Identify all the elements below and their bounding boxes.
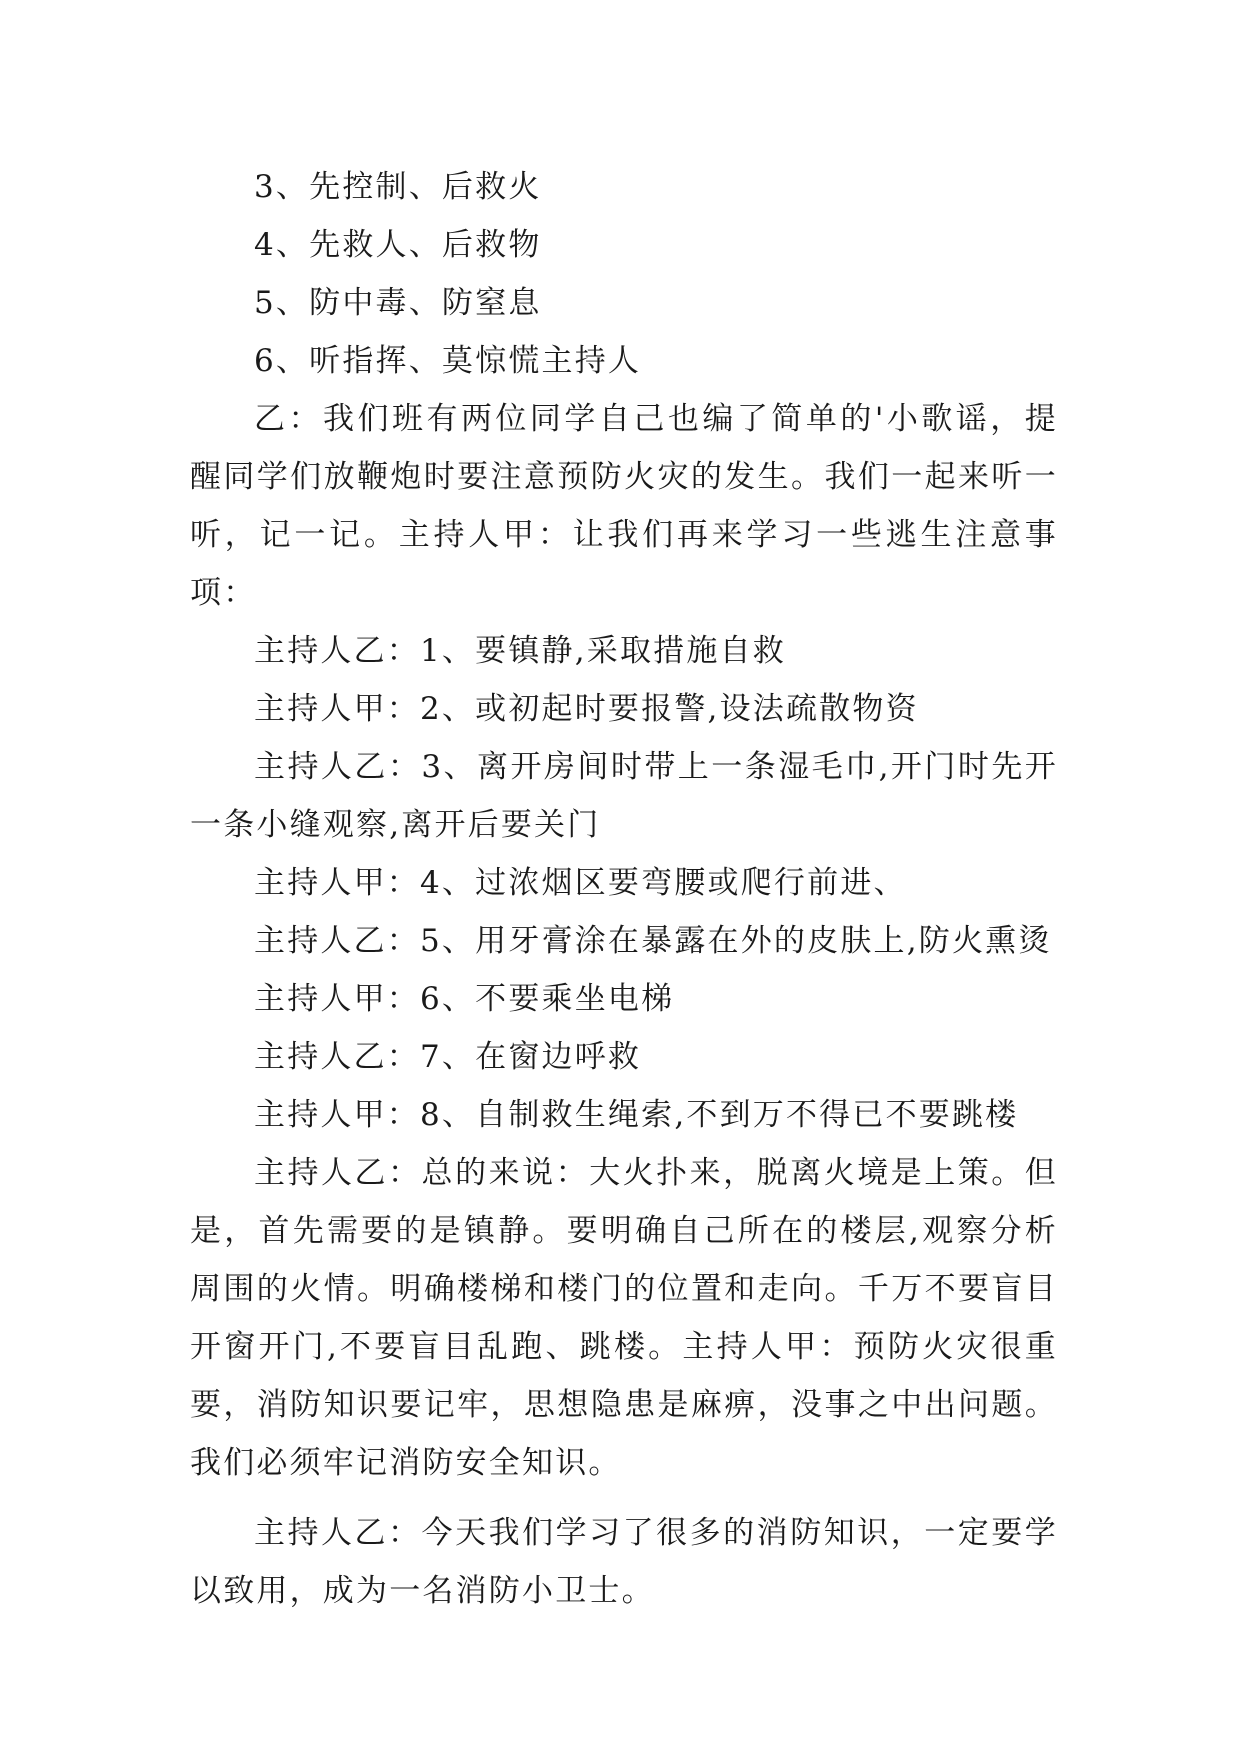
paragraph: 主持人乙：3、离开房间时带上一条湿毛巾,开门时先开一条小缝观察,离开后要关门 [190, 749, 1058, 843]
paragraph: 主持人甲：8、自制救生绳索,不到万不得已不要跳楼 [254, 1097, 1019, 1133]
paragraph: 主持人甲：2、或初起时要报警,设法疏散物资 [254, 691, 919, 727]
paragraph: 主持人乙：7、在窗边呼救 [254, 1039, 642, 1075]
paragraph: 主持人乙：1、要镇静,采取措施自救 [254, 633, 786, 669]
paragraph: 4、先救人、后救物 [254, 227, 542, 263]
paragraph: 6、听指挥、莫惊慌主持人 [254, 343, 642, 379]
paragraph: 主持人甲：4、过浓烟区要弯腰或爬行前进、 [254, 865, 907, 901]
document-body [190, 158, 1058, 1620]
paragraph: 乙：我们班有两位同学自己也编了简单的'小歌谣，提醒同学们放鞭炮时要注意预防火灾的发生。我们一起来听一听，记一记。主持人甲：让我们再来学习一些逃生注意事项： [190, 401, 1058, 611]
paragraph: 主持人甲：6、不要乘坐电梯 [254, 981, 675, 1017]
paragraph: 主持人乙：5、用牙膏涂在暴露在外的皮肤上,防火熏烫 [254, 923, 1052, 959]
paragraph: 5、防中毒、防窒息 [254, 285, 542, 321]
paragraph: 主持人乙：今天我们学习了很多的消防知识，一定要学以致用，成为一名消防小卫士。 [190, 1515, 1058, 1609]
paragraph: 3、先控制、后救火 [254, 169, 542, 205]
paragraph: 主持人乙：总的来说：大火扑来，脱离火境是上策。但是，首先需要的是镇静。要明确自己所在的楼层,观察分析周围的火情。明确楼梯和楼门的位置和走向。千万不要盲目开窗开门,不要盲目乱跑、跳楼。主持人甲：预防火灾很重要，消防知识要记牢，思想隐患是麻痹，没事之中出问题。我们必须牢记消防安全知识。 [190, 1155, 1058, 1481]
